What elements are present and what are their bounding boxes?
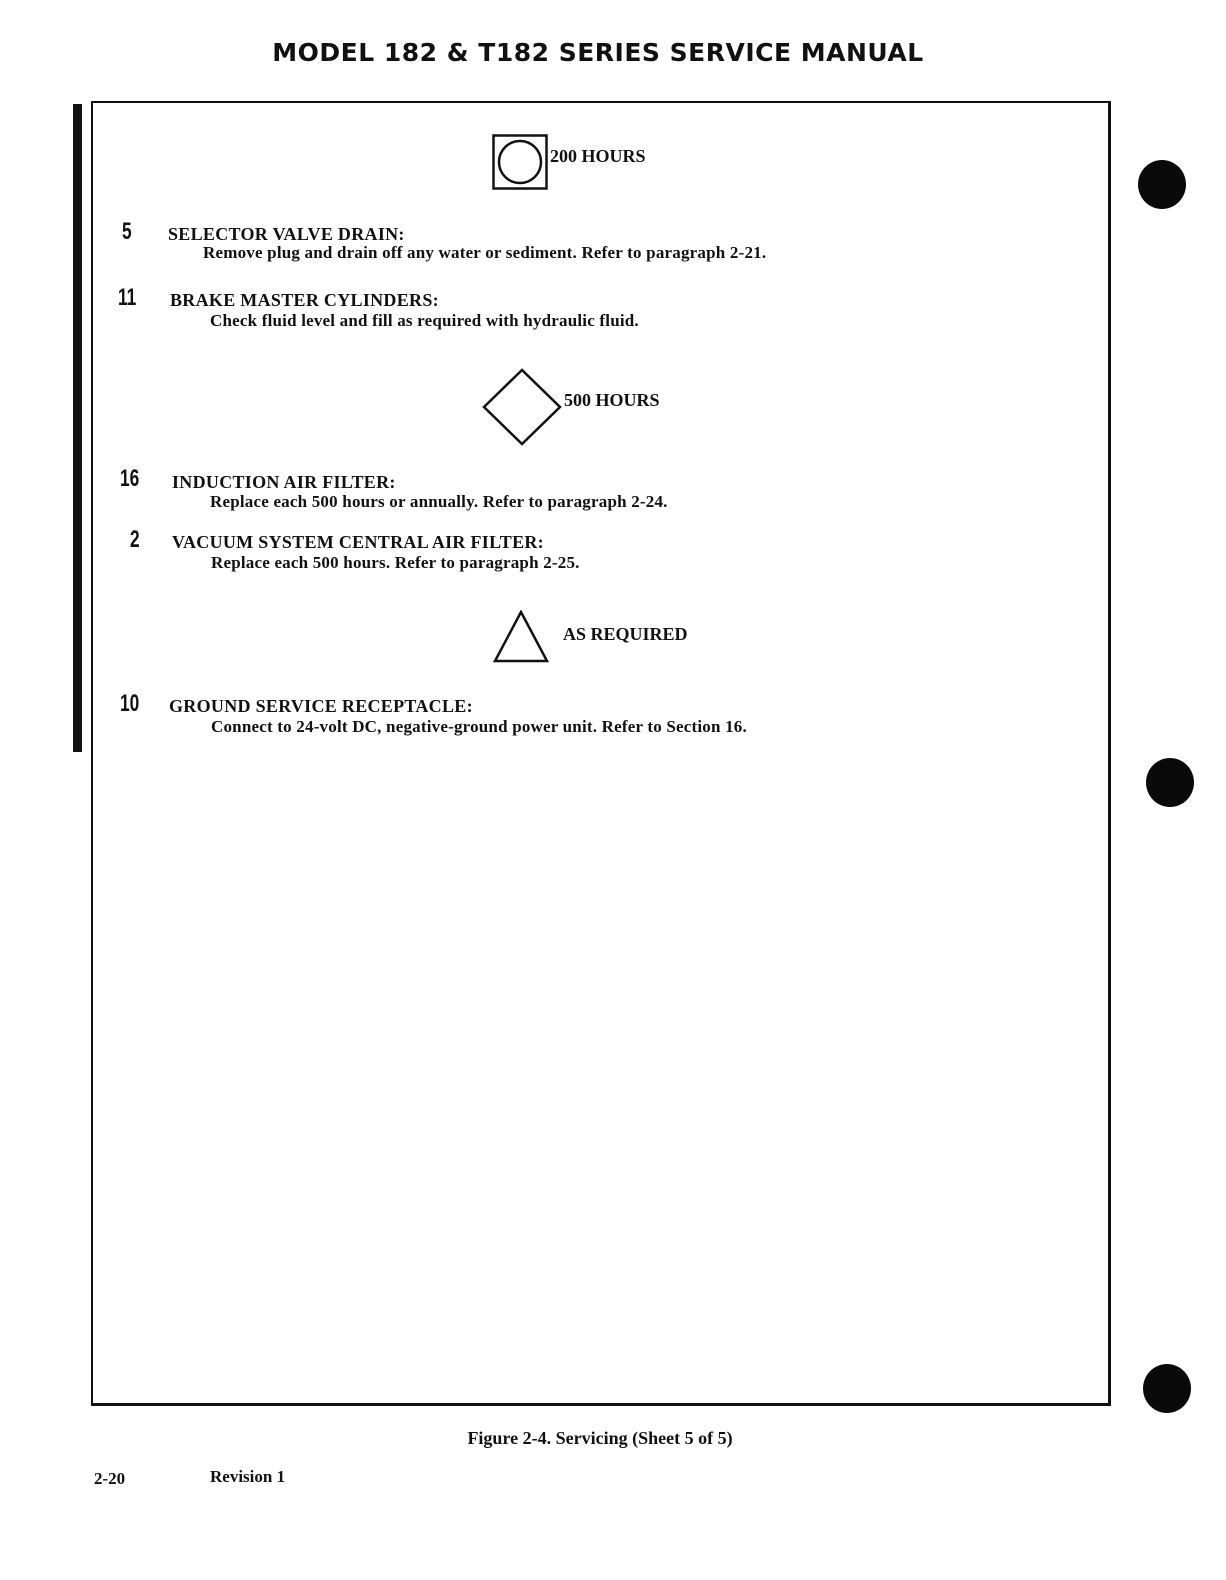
circle-in-square-icon: [492, 134, 550, 192]
diamond-icon: [482, 368, 562, 446]
binder-hole-top: [1138, 160, 1186, 209]
item-number: 2: [130, 526, 140, 553]
revision-change-bar: [73, 104, 82, 752]
interval-as-required: [493, 610, 688, 664]
item-text: Connect to 24-volt DC, negative-ground power unit. Refer to Section 16.: [211, 717, 747, 736]
item-number: 10: [120, 690, 140, 717]
item-text: Remove plug and drain off any water or sediment. Refer to paragraph 2-21.: [203, 243, 767, 262]
item-heading: INDUCTION AIR FILTER:: [172, 472, 396, 492]
figure-caption: Figure 2-4. Servicing (Sheet 5 of 5): [467, 1428, 733, 1448]
triangle-icon: [493, 610, 551, 664]
item-heading: BRAKE MASTER CYLINDERS:: [170, 290, 439, 310]
binder-hole-bottom: [1143, 1364, 1191, 1413]
item-heading: VACUUM SYSTEM CENTRAL AIR FILTER:: [172, 532, 544, 552]
binder-hole-middle: [1146, 758, 1194, 807]
item-text: Replace each 500 hours. Refer to paragraph 2-25.: [211, 553, 580, 572]
item-text: Check fluid level and fill as required with hydraulic fluid.: [210, 311, 639, 330]
item-number: 11: [118, 284, 137, 311]
interval-label: 200 HOURS: [550, 145, 646, 166]
revision-label: Revision 1: [210, 1467, 286, 1486]
page-number: 2-20: [94, 1469, 126, 1488]
item-heading: SELECTOR VALVE DRAIN:: [168, 224, 405, 244]
item-number: 16: [120, 465, 140, 492]
item-number: 5: [122, 218, 132, 245]
interval-label: 500 HOURS: [564, 389, 660, 410]
item-text: Replace each 500 hours or annually. Refer to paragraph 2-24.: [210, 492, 668, 511]
interval-200-hours: [492, 134, 646, 192]
item-heading: GROUND SERVICE RECEPTACLE:: [169, 696, 473, 716]
page-title: MODEL 182 & T182 SERIES SERVICE MANUAL: [272, 38, 924, 67]
interval-label: AS REQUIRED: [563, 623, 688, 644]
interval-500-hours: [482, 368, 660, 446]
